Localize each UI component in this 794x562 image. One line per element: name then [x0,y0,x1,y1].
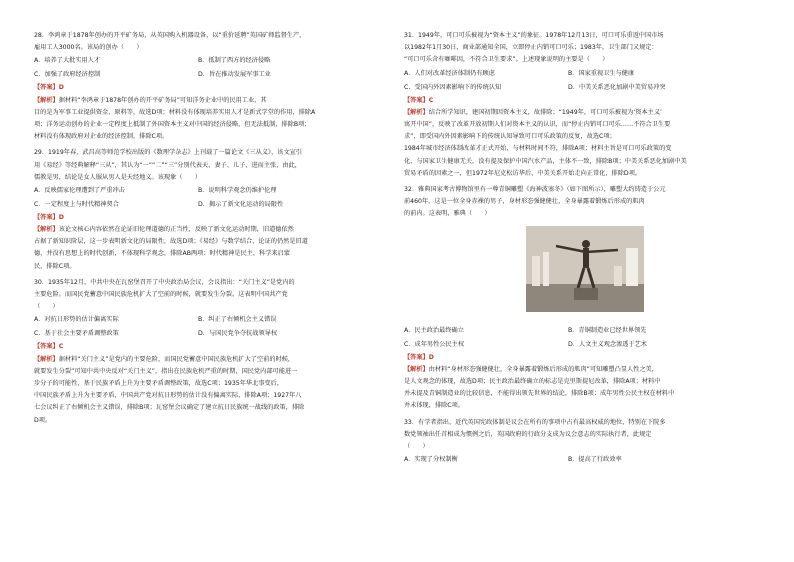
question-stem-line: 28．李鸿章于1878年创办的开平矿务局，从英国购入机器设备，以“重价延聘”英国矿师监督生产， [34,32,306,39]
explanation-text: 据材料“关门主义”是党内的主要危险，而国民党蓄意中国民族危机扩大了空前的时候， [58,355,295,363]
explanation-line: 材料没有体现政府对企业的经济控制，排除C项。 [34,133,169,141]
question-stem-line: 以1982年1月30日，商业部通知全国，立即停止内销可口可乐；1983年，卫生部门又规定： [404,44,658,52]
question-stem-line: 雇用工人3000名。该局的创办（ ） [34,44,143,52]
explanation-line: 中国民族矛盾上升为主要矛盾，中国共产党对抗日形势的估计没有偏离实际，排除A项；1927年八 [34,392,302,400]
question-stem-line: 29．1919年春，武昌高等师范学校出版的《数理学杂志》上刊载了一篇论文《三从义》，该文宣引 [34,149,303,157]
options-row [404,81,744,95]
explanation-line: 步分子的可能性，基于民族矛盾上升为主要矛盾调整政策，故选C项；1935年华北事变后， [34,379,284,387]
question-28 [34,30,374,143]
option-b: B．青铜制造业已经世界领先 [568,326,647,334]
explanation-line [34,95,374,107]
option-c: C．一定程度上与时代精神契合 [34,200,119,208]
option-d: D．旨在推动发展军事工业 [198,71,271,79]
options-row [34,54,374,68]
explanation-line: D项。 [34,416,52,424]
options-row [404,338,744,352]
options-row [34,198,374,212]
option-c: C．加强了政府经济控制 [34,71,101,79]
question-stem-line: 用《易经》等经典解释“三从”，其认为“一”“二”“三”分别代表天、妻子、儿子，进而主张，由此， [34,161,301,169]
explanation-line: 并未提及青铜制造业的比较信息，不能得出领先世界的结论，排除B项；成年男性公民主权在材料中 [404,390,675,398]
option-c: C．受国内外因素影响下的传统认知 [404,83,502,91]
explanation-line: 就要发生分裂”可知中共中央反对“关门主义”，指出在民族危机严重的时期，国民党内部可能进一 [34,367,298,375]
explanation-line: 民，排除C项。 [34,262,76,270]
explanation-line: 1984年城市经济体制改革才正式开始，与材料时间不符，排除A项；材料主旨是可口可乐政策的变 [404,145,672,153]
explanation-line: 寓开中国”，反映了改革开放初期人们对资本主义的认识，而“停止内销可口可乐……不符合卫生要 [404,120,671,128]
answer-label: 【答案】D [34,213,64,221]
options-row [34,68,374,82]
question-stem-line: 主要危险。而国民党蓄意中国民族危机扩大了空前的时候，就要发生分裂。这表明中国共产党 [34,291,288,299]
explanation-line: 项；洋务运动创办的企业一定程度上抵制了外国资本主义对中国的经济侵略，但无法抵制，排除B项； [34,120,311,128]
explanation-tag: 【解析】 [34,96,59,104]
question-stem-line: 31．1949年，可口可乐被视为“资本主义”的象征。1978年12月13日，可口可乐重返中国市场 [404,32,664,39]
option-b: B．提高了行政效率 [568,456,622,464]
explanation-text: 据材料“李鸿章于1878年创办的开平矿务局”可知洋务企业中的民用工业，其 [58,96,267,104]
option-b: B．纠正了右倾机会主义错误 [198,316,277,324]
option-b: B．国家重视卫生与健康 [568,69,635,77]
bronze-statue-photo [526,226,644,312]
explanation-line: 求”，即受国内外因素影响下的传统认知导致可口可乐政策的反复，故选C项； [404,133,616,141]
options-row [34,184,374,198]
option-d: D．揭示了新文化运动的局限性 [198,200,284,208]
explanation-line: 七会议纠正了右倾机会主义错误，排除B项；瓦窑堡会议确定了建立抗日民族统一战线的政策，排除 [34,404,305,412]
explanation-line [34,354,374,366]
option-c: C．成年男性公民主权 [404,340,465,348]
option-a: A．人们对改革经济体制仍有顾虑 [404,69,495,77]
question-stem-line: 儒教是男，结论是女人服从男人是天经地义。该现象（ ） [34,173,202,181]
options-row [34,313,374,327]
explanation-line [404,364,744,376]
question-30 [34,277,374,427]
explanation-text: 该论文核心内容依然在论证旧伦理道德的正当性，反映了新文化运动时期，旧道德依然 [58,226,294,234]
question-stem-line: 前460年，这是一位全身赤裸的男子，身材形态强健健壮，全身暴露着锻炼后形成的肌肉 [404,198,645,206]
options-row [404,453,744,467]
option-b: B．说明科学观念仍维护伦理 [198,186,277,194]
answer-label: 【答案】D [404,353,434,361]
question-stem-line: 的前内。这表明，雅典（ ） [404,210,491,218]
question-29 [34,147,374,273]
question-stem-line: 32．雅典国家考古博物馆里有一尊青铜雕塑《海神波塞冬》（如下图所示），雕塑大约铸造于公元 [404,185,666,193]
question-stem-line: 33．有学者指出，近代英国宪政体制是议会在所有的事项中占有最高权威的地位，特别在下院多 [404,418,666,426]
option-d: D．与国民党争夺抗战领导权 [198,330,278,338]
options-row [34,327,374,341]
explanation-tag: 【解析】 [34,226,59,234]
option-d: D．人文主义观念渗透于艺术 [568,340,648,348]
explanation-text: 由材料“身材形态强健健壮，全身暴露着锻炼后形成的肌肉”可知雕塑凸显人性之美， [428,365,658,373]
option-d: D．中美关系恶化加剧中美贸易冲突 [568,83,666,91]
left-column [34,30,374,427]
explanation-tag: 【解析】 [404,108,429,116]
explanation-line [34,224,374,236]
explanation-line: 贸易矛盾的因素之一，但1972年尼克松访华后，中美关系开始走向正常化，排除D项。 [404,169,642,177]
answer-label: 【答案】C [34,343,64,351]
option-b: B．抵制了西方的经济侵略 [198,57,271,65]
explanation-line: 并未体现，排除C项。 [404,402,465,410]
explanation-line: 化，与国家卫生健康无关，没有提及保护中国汽水产品，主体不一致，排除B项；中美关系恶化加剧中美 [404,157,687,165]
option-c: C．基于社会主要矛盾调整政策 [34,330,119,338]
question-stem-line: 数党领袖出任首相成为惯例之后，英国政府的行政分支成为议会意志的实际执行者，此规定 [404,430,652,438]
options-row [404,67,744,81]
question-31 [404,30,744,180]
option-a: A．培养了大批实用人才 [34,57,101,65]
explanation-line: 目的是为军事工业提供资金、原料等，故选D项；材料没有体现培养实用人才是新式学堂的作用，排除A [34,108,316,116]
answer-label: 【答案】D [34,84,64,92]
explanation-tag: 【解析】 [34,355,59,363]
question-stem-line: 30．1935年12月，中共中央在瓦窑堡召开了中央政治局会议，会议指出：“关门主义”是党内的 [34,278,295,286]
right-column [404,30,744,467]
explanation-line: 德，并没有思想上的时代创新，不体现科学观念，排除AB两项；时代精神是民主，科学来启蒙 [34,250,290,258]
option-a: A．反映儒家伦理遭到了严重冲击 [34,186,125,194]
question-stem-line: （ ） [404,442,429,450]
option-a: A．对抗日形势的估计偏离实际 [34,316,119,324]
explanation-tag: 【解析】 [404,365,429,373]
option-a: A．民主政治最终确立 [404,326,464,334]
answer-label: 【答案】C [404,96,434,104]
question-stem-line: “可口可乐含有咖啡因，不符合卫生要求”。上述现象说明的主要是（ ） [404,56,609,64]
explanation-line: 占据了新知识阶层，这一步表明新文化的局限性，故选D项；《易经》与数学结合，论证的仍然是旧道 [34,238,308,246]
question-stem-line: （ ） [34,303,59,311]
explanation-text: 结合所学知识，建国初期因资本主义，故排除；“1949年，可口可乐被视为‘资本主义’ [428,108,663,116]
options-row [404,324,744,338]
explanation-line: 是人文观念的体现，故选D项；民主政治最终确立的标志是克里斯提尼改革，排除A项；材料中 [404,378,661,386]
question-33 [404,417,744,468]
explanation-line [404,107,744,119]
option-a: A．实现了分权制衡 [404,456,458,464]
question-32 [404,184,744,413]
